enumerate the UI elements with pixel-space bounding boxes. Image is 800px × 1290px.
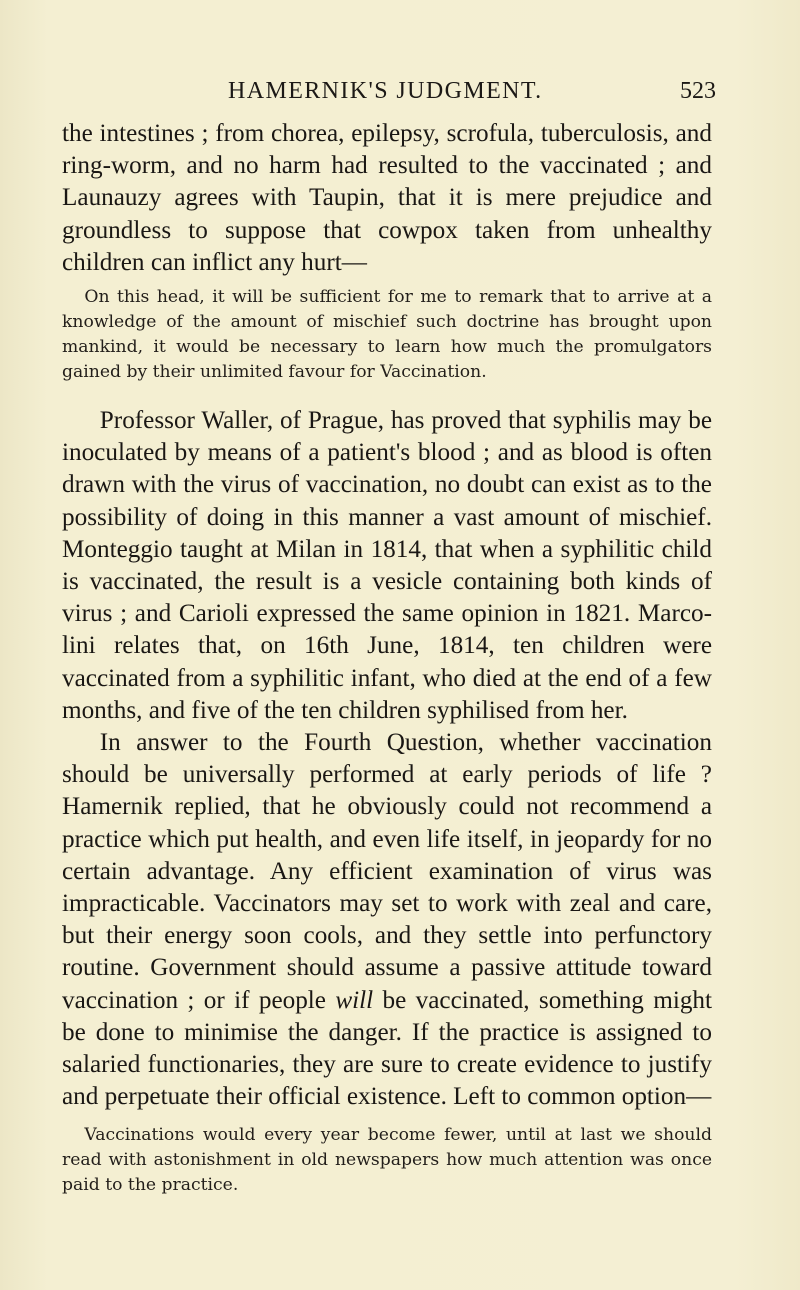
running-title: HAMERNIK'S JUDGMENT.	[228, 78, 543, 104]
paragraph-fourth-question-text: In answer to the Fourth Question, whether vaccination should be universally performed at early periods of life ? Hamernik replied, that he obviously could not recommend a practice which put health, and even life itself, in jeopardy for no certain advantage. Any efficient examination of virus was impracticable. Vaccinators may set to work with zeal and care, but their energy soon cools, and they settle into perfunctory routine. Government should assume a passive attitude toward vaccination ; or if people	[62, 729, 712, 1014]
paragraph-waller: Professor Waller, of Prague, has proved that syphilis may be inoculated by means of a patient's blood ; and as blood is often drawn with the virus of vaccination, no doubt can exist as to the possibility of doing in this manner a vast amount of mischief. Monteggio taught at Milan in 1814, that when a syphilitic child is vaccinated, the result is a vesicle containing both kinds of virus ; and Carioli expressed the same opinion in 1821. Marcolini relates that, on 16th June, 1814, ten children were vaccinated from a syphilitic infant, who died at the end of a few months, and five of the ten children syphilised from her.	[62, 407, 712, 724]
block-quote-vaccinations: Vaccinations would every year become fewer, until at last we should read with astonishment in old newspapers how much attention was once paid to the practice.	[62, 1125, 712, 1196]
page-number: 523	[680, 78, 716, 104]
paragraph-fourth-question-continued: be vaccinated, something might be done to minimise the danger. If the practice is assigned to salaried functionaries, they are sure to create evidence to justify and perpetuate their official existence. Left to common option—	[62, 986, 712, 1111]
page-header	[0, 78, 800, 112]
emphasis-will: will	[335, 986, 374, 1014]
paragraph-intestines: the intestines ; from chorea, epilepsy, scrofula, tuberculosis, and ring-worm, and no harm had resulted to the vaccinated ; and Launauzy agrees with Taupin, that it is mere prejudice and groundless to suppose that cowpox taken from unhealthy children can inflict any hurt—	[62, 120, 712, 276]
block-quote-mischief: On this head, it will be sufficient for me to remark that to arrive at a knowledge of the amount of mischief such doctrine has brought upon mankind, it would be necessary to learn how much the promulgators gained by their unlimited favour for Vaccination.	[62, 287, 712, 383]
page-body	[62, 118, 712, 1218]
paragraph-fourth-question	[62, 727, 712, 1113]
